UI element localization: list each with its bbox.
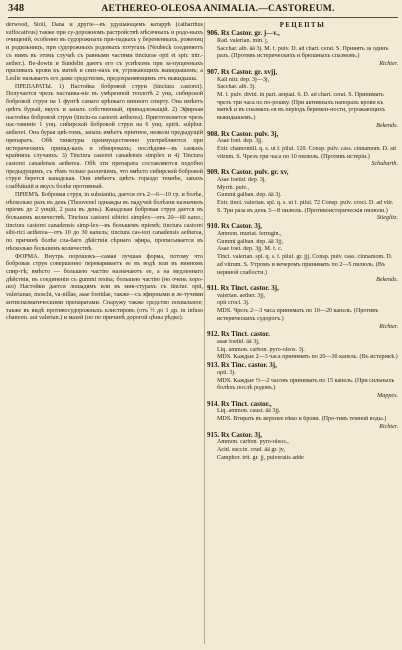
paragraph: derwood, Stoll, Dana и другіе—въ удушающемъ катаррѣ (catharrhus suffocativus) также при су-дорожномъ растройствѣ мѣсячныхъ и родо-выхъ очищеній, особенно въ судорожныхъ при-падкахъ у беременныхъ, рожениц и родильницъ, при судорожныхъ родовыхъ потугахъ (Neubeck соединяетъ съ нимъ въ этомъ случаѣ съ равными частями tincturae opii et spir. nitr.-aether.). Ве-dowin и Sundelin даютъ его съ усиѣхомъ при за-пущенныхъ приливахъ крови къ маткѣ и свиз-нахъ ея, угрожающихъ выкидышемъ; а Leslie называетъ его даже средствомъ, предохраняющимъ отъ выкидыша. bbox=[6, 22, 203, 83]
recipe-line: Sacchar. alb. 3j. bbox=[217, 84, 256, 91]
recipe-line: Ammon. carbon. pyro-oleos., bbox=[217, 439, 289, 446]
recipe-line: asae foetid. ää 3j, bbox=[217, 338, 260, 345]
column-divider bbox=[204, 22, 205, 644]
recipe-author: Bekends. bbox=[376, 122, 398, 129]
paragraph: ПРЕПАРАТЫ. 1) Настойка бобровой струи (tinctura castorei). Получается чрезъ настаива-ніе въ умѣренной теплотѣ 2 унц. сибирской бобровой струи на 1 фунтѣ самаго крѣпкаго винного спирту. Она имѣетъ цвѣтъ бурый, вкусъ и запахъ собственный, принадлежащій. 2) Эфирная настойка бобровой струи (tinctu-ra castorei aetherea). Приготовляется чрезъ нас-тавнніе 1 унц. сибирской бобровой струи на 6 унц. spirit. sulphur. aetherei. Она бурая цвѣ-томъ, запахъ имѣетъ пріятное, нежели предыдущій препаратъ. Обѣ тинктуры преимущественно употребляются при истерическихъ припад-кахъ и обморокахъ; послѣдняя—въ самыхъ крайнихъ случаяхъ. 3) Tinctura castorei canadensis simplex и 4) Tinctura castorei canadensis aetherea. Обѣ эти препарата составляются подобно предыдущимъ, съ тѣмъ только различіемъ, что вмѣсто сибирской бобровой струи берется канадская. Они имѣютъ цвѣтъ гораздо темнѣе, запахъ слабѣйшій и вкусъ болѣе противный. bbox=[6, 83, 203, 191]
running-title: AETHEREO-OLEOSA ANIMALIA.—CASTOREUM. bbox=[101, 3, 335, 14]
left-text-column bbox=[6, 22, 203, 648]
recipe-author: Mappes. bbox=[377, 393, 398, 399]
recipe-number-line: 914. Rx Tinct. castor., bbox=[207, 400, 272, 408]
recipe-line: Asae foet. dep. 3jj. bbox=[217, 138, 264, 145]
recipe-line: Liq. ammon. caust. ää 3jj. bbox=[217, 408, 281, 415]
recipe-line: Camphor. trit. gr. jj, pulveratis adde bbox=[217, 454, 304, 461]
page-header bbox=[8, 3, 396, 17]
recipe-line: Extr. chamomill. q. s. ut f. pilul. 120. Consp. pulv. cass. cinnamom. D. ad vitrum. S. Чрезъ три часа по 10 пилюль. (Противъ истеріи.) bbox=[217, 146, 396, 160]
recipe-number-line: 913. Rx Tinc. castor. 3j, bbox=[207, 362, 277, 370]
recipe-line: Extr. tinct. valerian. spl. q. s. ut f. pilul. 72 Consp. pulv. croci. D. ad vitr. S. Три раза въ день 3—8 пилюль. (Противоистерическія пилюли.) bbox=[217, 200, 394, 214]
paragraph: ФОРМА. Внутрь порошокъ—самая лучшая форма, потому что бобровая струя совершенно перевариваетъ ее въ водѣ или въ винномъ спир-тѣ; вмѣсто — большею частію назначаютъ ее, а на медленнаго дѣйствія, въ соединеніи съ gummi resina; большею частію (но очень хоро-шо) Настойки дается лошадямъ или въ мик-стурахъ съ tinctur. opii, valerianae, moschi, va-nillae, asae foetidae, также—съ эфирными и ле-тучими антиспазматическими препаратами. Снаружу также средство похвальное; также въ видѣ противосудорожныхъ клистировъ (отъ ½ до 1 др. in infuso chamom. aut valerian.) и мазей (но по причинѣ дорогой цѣны рѣдко). bbox=[6, 253, 203, 322]
recipe-author: Bekends. bbox=[376, 277, 398, 284]
page-number: 348 bbox=[8, 3, 25, 14]
recipe-line: Sacchar. alb. ää 3j. M. f. pulv. D. ad chart. cerat. S. Принять за одинъ разъ. (Противъ истерическихъ и брюшныхъ спазмовъ.) bbox=[217, 45, 389, 60]
recipe-number-line: 912. Rx Tinct. castor. bbox=[207, 331, 270, 339]
recipe-line: Asae foetid. dep. 3j, bbox=[217, 176, 267, 183]
recipe-line: Acid. succin. crud. ää gr. jv, bbox=[217, 447, 285, 454]
recipe-line: Myrrh. pulv., bbox=[217, 184, 250, 191]
recipe-line: MDS. Каждые ½—2 часовъ принимать по 15 капель. (При сильныхъ болѣхъ послѣ родовъ.) bbox=[217, 377, 395, 392]
recipe-line: MDS. Каждые 2—3 часа принимать по 20—30 капель. (Въ истерикѣ.) bbox=[217, 354, 398, 361]
recipe-number-line: 915. Rx Castor. 3j, bbox=[207, 431, 262, 439]
recipe-line: M. f. pulv. divid. in part. aequal. 6. D. ad chart. cerat. S. Принимать чрезъ три часа по по-рошку. (При активныхъ напорахъ крови къ маткѣ и въ спазмахъ ея въ періодъ беремен-ности, угрожающихъ выкидышемъ.) bbox=[217, 91, 386, 122]
paragraph: ПРІЕМЪ. Бобровая струя, in substantia, дается отъ 2—6—10 гр. и болѣе, нѣсколько разъ въ день (Thouvenel однажды въ падучей болѣзни назначилъ пріемъ до 2 унцій, 2 раза въ день). Канадская бобровая струя дается въ большемъ количествѣ. Tinctura castorei sibirici simplex—отъ 20—60 капл.; tinctura castorei canadensis simp-lex—въ большемъ пріемѣ; tinctura castorei sibi-rici aetherea—отъ 10 до 30 капель; tinctura cas-tori canadensis aetherea, по причинѣ болѣе сла-баго дѣйствія сѣрнаго эфира, прописывается въ нѣсколько большемъ количествѣ. bbox=[6, 191, 203, 252]
recipes-heading: РЕЦЕПТЫ bbox=[279, 22, 326, 29]
recipe-author: Stieglitz. bbox=[376, 215, 398, 222]
recipe-author: Richter. bbox=[379, 423, 398, 430]
recipe-line: Rad. valerian. min. j, bbox=[217, 37, 269, 44]
recipe-line: Ammon. muriat. ferrugin., bbox=[217, 230, 282, 237]
recipe-line: Gummi galban. dep. ää 3j. bbox=[217, 192, 282, 199]
recipe-author: Richter. bbox=[379, 323, 398, 330]
recipe-line: Liq. ammon. carbon. pyro-oleos. 3j. bbox=[217, 346, 305, 353]
recipe-number-line: 908. Rx Castor. pulv. 3j, bbox=[207, 130, 279, 138]
recipe-author: Schubarth. bbox=[371, 161, 398, 168]
recipe-number-line: 907. Rx Castor. gr. xvjj, bbox=[207, 68, 278, 76]
recipe-number-line: 911. Rx Tinct. castor. 3j, bbox=[207, 284, 279, 292]
recipe-author: Richter. bbox=[379, 61, 398, 68]
recipe-line: MDS. Чрезъ 2—3 часа принимать по 10—20 капель. (Противъ истерическихъ судорогъ.) bbox=[217, 308, 379, 322]
recipe-number-line: 909. Rx Castor. pulv. gr. xv, bbox=[207, 169, 289, 177]
recipe-line: opii. 3j. bbox=[217, 369, 236, 376]
header-rule bbox=[8, 17, 398, 18]
recipes-column bbox=[207, 22, 398, 648]
recipe-line: MDS. Втирать въ верхнее вѣко и брови. (Про-тивъ темной воды.) bbox=[217, 416, 387, 423]
recipe-number-line: 910. Rx Castor. 3j, bbox=[207, 223, 262, 231]
recipe-line: opii croci. 3j. bbox=[217, 300, 250, 307]
recipe-line: valerian. aether. 3jj, bbox=[217, 292, 266, 299]
recipe-line: Tinct. valerian. spl. q. s. f. pilul. gr. jjj. Consp. pulv. cass. cinnamom. D. ad vitrum. S. Утромъ и вечеромъ принимать по 2—5 пилюль. (Въ нервной слабости.) bbox=[217, 254, 393, 276]
recipe-line: Gummi galban. dep. ää 3jj, bbox=[217, 238, 284, 245]
recipe-line: Kali nitr. dep. 3j—3j, bbox=[217, 76, 270, 83]
recipe-number-line: 906. Rx Castor. gr. j—v., bbox=[207, 30, 280, 38]
recipe-line: Asae foet. dep. 3jj. M. f. c. bbox=[217, 246, 283, 253]
